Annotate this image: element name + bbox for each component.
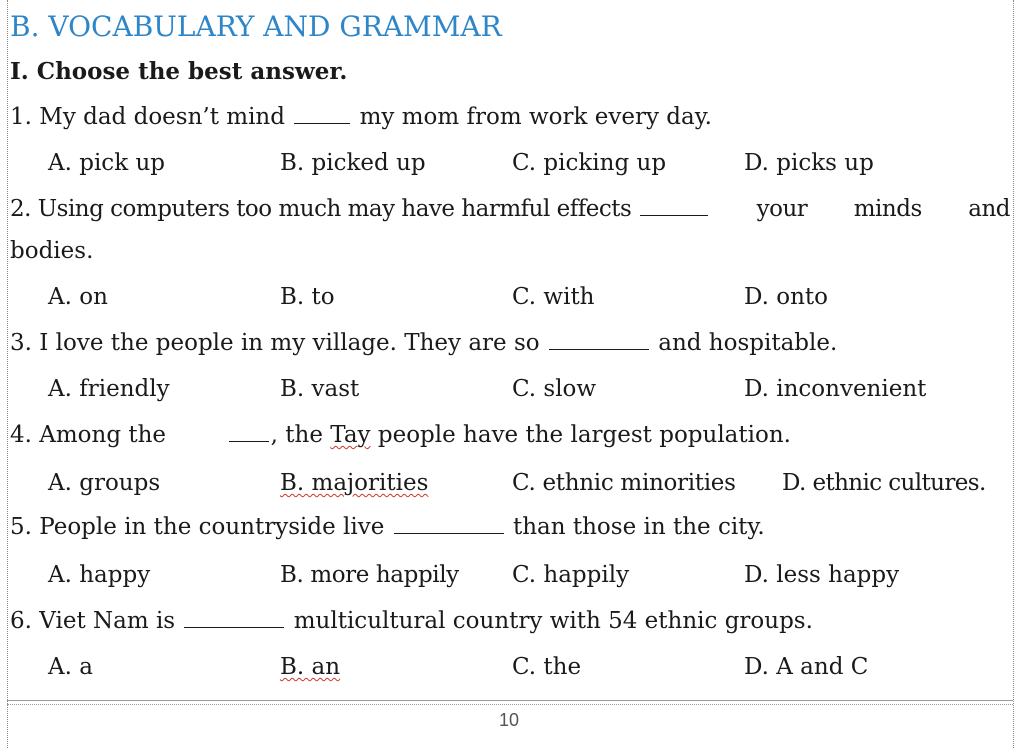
option-d: D. ethnic cultures.	[782, 470, 986, 496]
question-number: 4.	[10, 422, 32, 448]
question-text-after: people have the largest population.	[370, 422, 791, 448]
option-d: D. A and C	[744, 654, 869, 680]
option-a: A. a	[48, 654, 93, 680]
option-a: A. on	[48, 284, 108, 310]
question-text-after-3: and	[968, 196, 1010, 222]
question-6	[10, 608, 813, 634]
question-number: 2.	[10, 196, 31, 222]
question-text-before: Using computers too much may have harmful effects	[37, 196, 632, 222]
option-a: A. friendly	[48, 376, 170, 402]
section-title: B. VOCABULARY AND GRAMMAR	[10, 10, 502, 43]
option-b: B. more happily	[280, 562, 459, 588]
question-2	[10, 196, 1010, 222]
footer-divider	[7, 700, 1013, 701]
question-text-after: and hospitable.	[658, 330, 838, 356]
option-a: A. groups	[48, 470, 161, 496]
question-text-after: my mom from work every day.	[359, 104, 712, 130]
right-margin-line	[1013, 0, 1014, 748]
option-c: C. the	[512, 654, 582, 680]
question-text-before: Among the	[39, 422, 167, 448]
option-c: C. happily	[512, 562, 630, 588]
option-a: A. pick up	[48, 150, 165, 176]
question-1	[10, 104, 712, 130]
question-number: 1.	[10, 104, 32, 130]
page-number: 10	[499, 710, 520, 730]
question-5	[10, 514, 765, 540]
answer-blank	[394, 532, 504, 534]
answer-blank	[640, 214, 708, 216]
question-number: 3.	[10, 330, 32, 356]
option-c: C. picking up	[512, 150, 667, 176]
question-text-after: multicultural country with 54 ethnic groups.	[293, 608, 813, 634]
question-text-after-prefix: , the	[270, 422, 331, 448]
option-b: B. to	[280, 284, 335, 310]
option-a: A. happy	[48, 562, 151, 588]
left-margin-line	[7, 0, 8, 748]
question-text-before: I love the people in my village. They are so	[39, 330, 540, 356]
question-number: 5.	[10, 514, 32, 540]
option-d: D. less happy	[744, 562, 900, 588]
question-text-after-1: your	[756, 196, 808, 222]
question-3	[10, 330, 837, 356]
option-c: C. ethnic minorities	[512, 470, 736, 496]
option-d: D. picks up	[744, 150, 874, 176]
question-2-continuation: bodies.	[10, 238, 94, 264]
part-title: I. Choose the best answer.	[10, 58, 348, 85]
question-text-after: than those in the city.	[512, 514, 765, 540]
option-d: D. onto	[744, 284, 828, 310]
answer-blank	[184, 626, 284, 628]
footer-divider-dotted	[7, 704, 1013, 705]
option-c: C. slow	[512, 376, 597, 402]
answer-blank	[294, 122, 350, 124]
option-b: B. vast	[280, 376, 360, 402]
question-number: 6.	[10, 608, 32, 634]
question-text-before: People in the countryside live	[39, 514, 385, 540]
option-b: B. an	[280, 654, 341, 680]
question-text-after-2: minds	[853, 196, 922, 222]
question-4	[10, 422, 791, 448]
option-b: B. picked up	[280, 150, 426, 176]
option-c: C. with	[512, 284, 595, 310]
option-b: B. majorities	[280, 470, 429, 496]
question-text-before: My dad doesn’t mind	[39, 104, 285, 130]
spellcheck-word: Tay	[330, 422, 371, 448]
question-text-before: Viet Nam is	[39, 608, 176, 634]
option-d: D. inconvenient	[744, 376, 927, 402]
answer-blank	[229, 440, 269, 442]
answer-blank	[549, 348, 649, 350]
